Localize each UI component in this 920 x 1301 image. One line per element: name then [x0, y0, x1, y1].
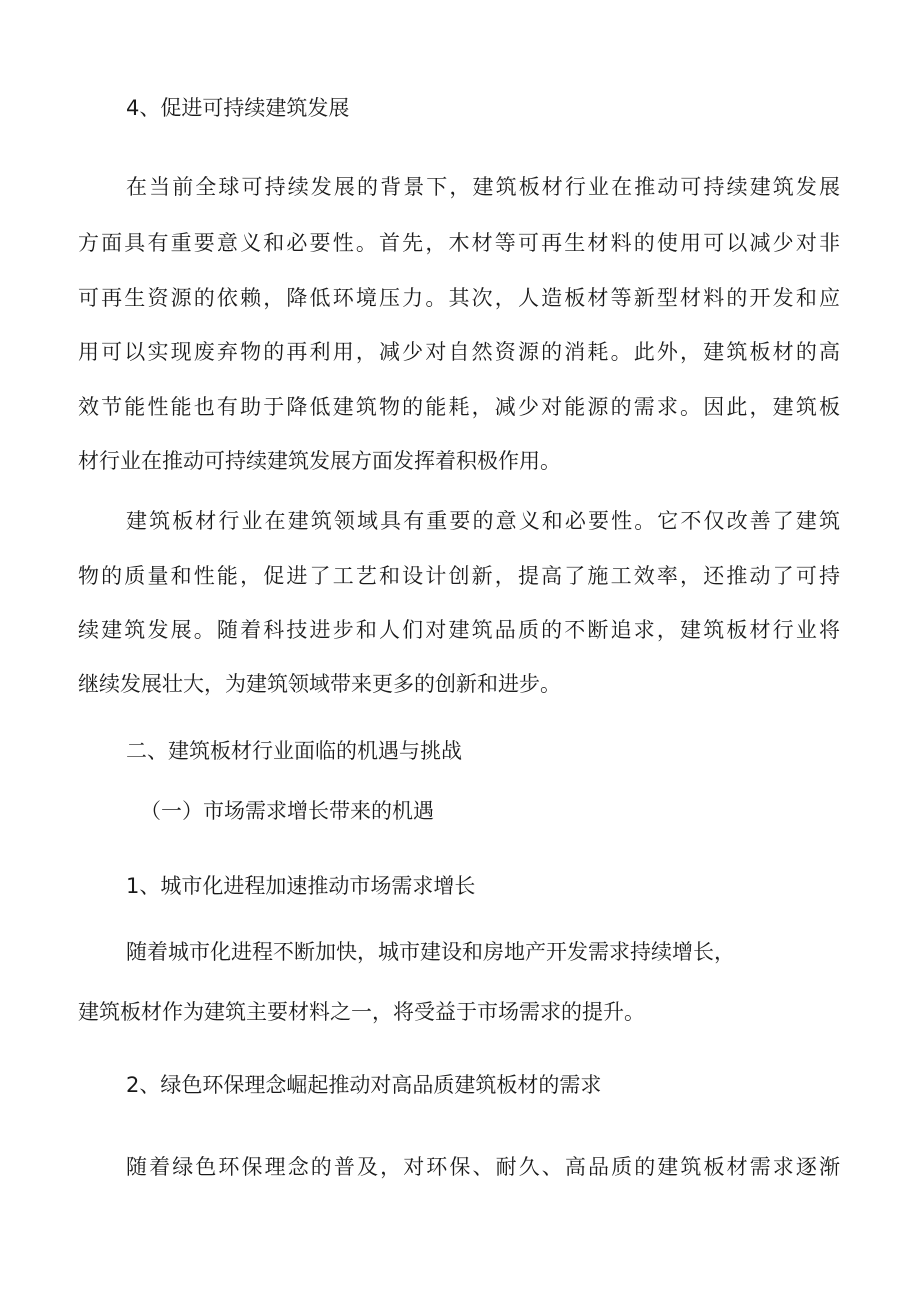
paragraph-2-line: 续建筑发展。随着科技进步和人们对建筑品质的不断追求，建筑板材行业将 — [78, 618, 840, 642]
paragraph-1-line: 效节能性能也有助于降低建筑物的能耗，减少对能源的需求。因此，建筑板 — [78, 395, 840, 419]
paragraph-1-line: 方面具有重要意义和必要性。首先，木材等可再生材料的使用可以减少对非 — [78, 231, 840, 255]
paragraph-3-line: 随着城市化进程不断加快，城市建设和房地产开发需求持续增长， — [126, 940, 735, 964]
paragraph-2-line: 建筑板材行业在建筑领域具有重要的意义和必要性。它不仅改善了建筑 — [126, 509, 840, 533]
paragraph-2-line: 物的质量和性能，促进了工艺和设计创新，提高了施工效率，还推动了可持 — [78, 564, 840, 588]
subsection-heading: （一）市场需求增长带来的机遇 — [140, 799, 434, 823]
item-heading-1: 1、城市化进程加速推动市场需求增长 — [126, 874, 476, 898]
paragraph-1-line: 可再生资源的依赖，降低环境压力。其次，人造板材等新型材料的开发和应 — [78, 286, 840, 310]
paragraph-1-line: 材行业在推动可持续建筑发展方面发挥着积极作用。 — [78, 449, 561, 473]
section-heading: 二、建筑板材行业面临的机遇与挑战 — [126, 739, 462, 763]
paragraph-3-line: 建筑板材作为建筑主要材料之一，将受益于市场需求的提升。 — [78, 1000, 645, 1024]
paragraph-4-line: 随着绿色环保理念的普及，对环保、耐久、高品质的建筑板材需求逐渐 — [126, 1155, 840, 1179]
paragraph-1-line: 用可以实现废弃物的再利用，减少对自然资源的消耗。此外，建筑板材的高 — [78, 340, 840, 364]
paragraph-1-line: 在当前全球可持续发展的背景下，建筑板材行业在推动可持续建筑发展 — [126, 175, 840, 199]
item-heading-2: 2、绿色环保理念崛起推动对高品质建筑板材的需求 — [126, 1073, 602, 1097]
paragraph-2-line: 继续发展壮大，为建筑领域带来更多的创新和进步。 — [78, 672, 561, 696]
heading-4: 4、促进可持续建筑发展 — [126, 96, 350, 120]
